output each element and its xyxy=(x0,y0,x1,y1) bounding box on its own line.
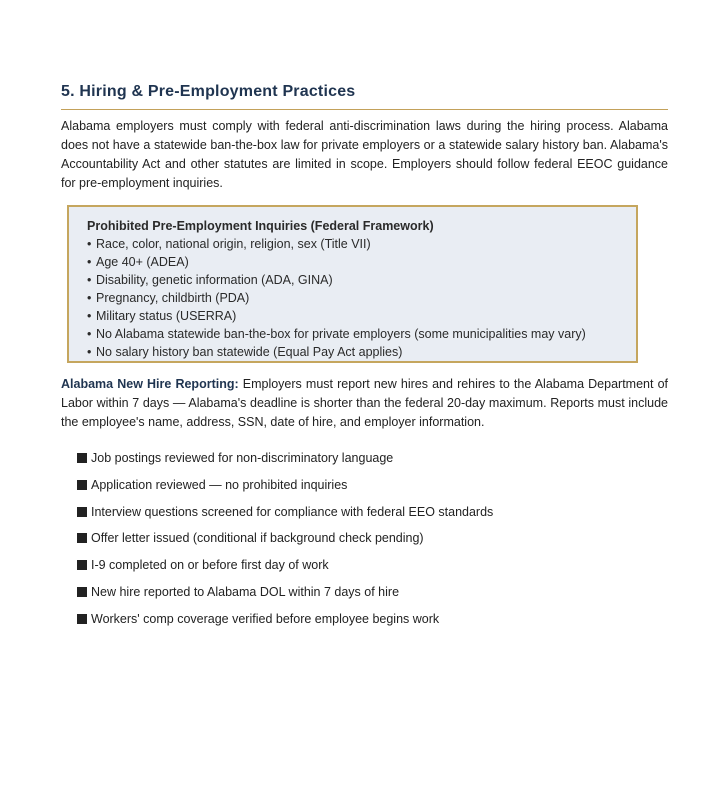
callout-item xyxy=(87,271,636,289)
checkbox-icon xyxy=(77,560,87,570)
intro-paragraph: Alabama employers must comply with federal anti-discrimination laws during the hiring process. Alabama does not have a statewide ban-the-box law for private employers or a statewide salary history ban. Alabama's Accountability Act and other statutes are limited in scope. Employers should follow federal EEOC guidance for pre-employment inquiries. xyxy=(61,119,668,190)
new-hire-reporting-paragraph xyxy=(61,375,668,432)
callout-item-text: No Alabama statewide ban-the-box for private employers (some municipalities may vary) xyxy=(96,327,586,341)
bullet-icon: • xyxy=(87,327,92,341)
callout-title: Prohibited Pre-Employment Inquiries (Federal Framework) xyxy=(87,219,434,233)
title-divider xyxy=(61,109,668,110)
checkbox-icon xyxy=(77,480,87,490)
checklist-item-text: Workers' comp coverage verified before employee begins work xyxy=(91,611,440,626)
callout-item xyxy=(87,325,636,343)
callout-item xyxy=(87,253,636,271)
callout-item xyxy=(87,235,636,253)
checklist-item xyxy=(77,528,493,555)
checklist-item-text: Application reviewed — no prohibited inquiries xyxy=(91,477,348,492)
callout-item xyxy=(87,289,636,307)
callout-item xyxy=(87,307,636,325)
reporting-text: Employers must report new hires and rehires to the Alabama Department of Labor within 7 days — Alabama's deadline is shorter than the federal 20-day maximum. Reports must include the employee's name, address, SSN, date of hire, and employer information. xyxy=(61,377,668,429)
section-title: 5. Hiring & Pre-Employment Practices xyxy=(61,83,356,100)
checklist-item xyxy=(77,582,493,609)
bullet-icon: • xyxy=(87,273,92,287)
checkbox-icon xyxy=(77,533,87,543)
checklist-item-text: Job postings reviewed for non-discriminatory language xyxy=(91,451,394,465)
callout-item-text: No salary history ban statewide (Equal Pay Act applies) xyxy=(96,345,403,359)
checklist-item xyxy=(77,555,493,582)
checklist-item xyxy=(77,609,493,636)
reporting-lead: Alabama New Hire Reporting: xyxy=(61,377,239,391)
checklist-item xyxy=(77,448,493,475)
callout-item-text: Pregnancy, childbirth (PDA) xyxy=(96,291,250,305)
bullet-icon: • xyxy=(87,255,92,269)
bullet-icon: • xyxy=(87,345,92,359)
checkbox-icon xyxy=(77,614,87,624)
checklist-item-text: I-9 completed on or before first day of work xyxy=(91,558,329,573)
checklist-item-text: New hire reported to Alabama DOL within 7 days of hire xyxy=(91,584,400,599)
checklist-item xyxy=(77,502,493,529)
callout-item-text: Age 40+ (ADEA) xyxy=(96,255,189,269)
callout-item-text: Race, color, national origin, religion, sex (Title VII) xyxy=(96,237,371,251)
callout-list xyxy=(87,235,636,361)
callout-item-text: Disability, genetic information (ADA, GINA) xyxy=(96,273,333,287)
checkbox-icon xyxy=(77,453,87,463)
bullet-icon: • xyxy=(87,291,92,305)
checklist-item-text: Interview questions screened for compliance with federal EEO standards xyxy=(91,504,494,519)
checklist-item-text: Offer letter issued (conditional if background check pending) xyxy=(91,531,424,546)
bullet-icon: • xyxy=(87,237,92,251)
bullet-icon: • xyxy=(87,309,92,323)
callout-item xyxy=(87,343,636,361)
prohibited-inquiries-callout xyxy=(67,205,638,363)
checkbox-icon xyxy=(77,507,87,517)
checklist-item xyxy=(77,475,493,502)
hiring-checklist xyxy=(77,448,493,636)
checkbox-icon xyxy=(77,587,87,597)
callout-item-text: Military status (USERRA) xyxy=(96,309,237,323)
